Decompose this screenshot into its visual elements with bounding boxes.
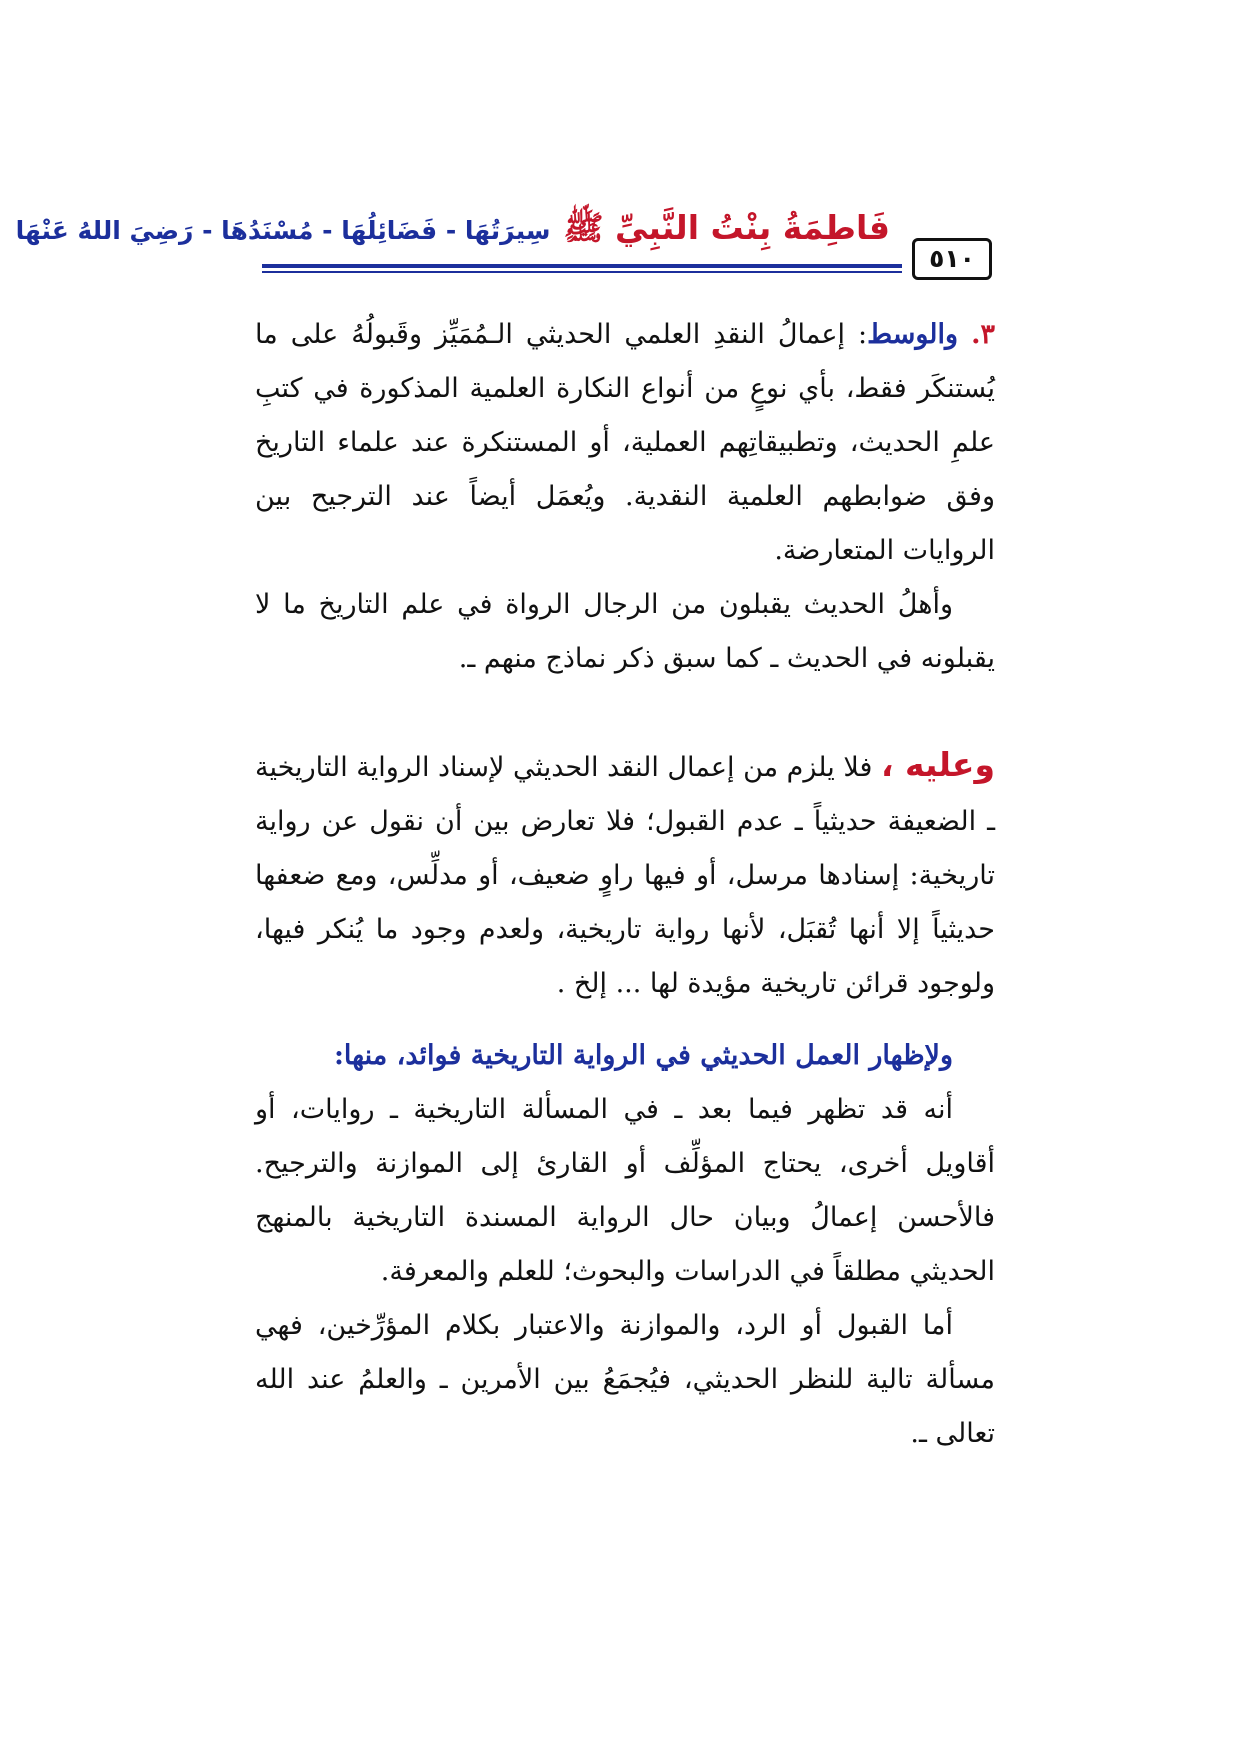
paragraph-hadith-scholars: وأهلُ الحديث يقبلون من الرجال الرواة في علم التاريخ ما لا يقبلونه في الحديث ـ كما سبق ذكر نماذج منهم ـ. [255,589,995,674]
book-title-subtitle: سِيرَتُهَا - فَضَائِلُهَا - مُسْنَدُهَا - رَضِيَ اللهُ عَنْهَا [15,216,551,245]
paragraph-conclusion [255,738,995,1011]
item-keyword: والوسط [867,319,959,350]
paragraph-text: : إعمالُ النقدِ العلمي الحديثي الـمُمَيِّز وقَبولُهُ على ما يُستنكَر فقط، بأي نوعٍ من أنواع النكارة العلمية المذكورة في كتبِ علمِ الحديث، وتطبيقاتِهم العملية، أو المستنكرة عند علماء التاريخ وفق ضوابطهم العلمية النقدية. ويُعمَل أيضاً عند الترجيح بين الروايات المتعارضة. [255,319,995,566]
page-number: ٥١٠ [912,238,992,280]
book-title-main: فَاطِمَةُ بِنْتُ النَّبِيِّ ﷺ [563,208,890,247]
spacer [255,1011,995,1029]
paragraph-benefits: أنه قد تظهر فيما بعد ـ في المسألة التاريخية ـ روايات، أو أقاويل أخرى، يحتاج المؤلِّف أو القارئ إلى الموازنة والترجيح. فالأحسن إعمالُ وبيان حال الرواية المسندة التاريخية بالمنهج الحديثي مطلقاً في الدراسات والبحوث؛ للعلم والمعرفة. [255,1094,995,1287]
paragraph-middle-approach [255,308,995,578]
paragraph-keyword: وعليه ، [880,745,995,784]
paragraph-text: فلا يلزم من إعمال النقد الحديثي لإسناد الرواية التاريخية ـ الضعيفة حديثياً ـ عدم القبول؛ فلا تعارض بين أن نقول عن رواية تاريخية: إسنادها مرسل، أو فيها راوٍ ضعيف، أو مدلِّس، ومع ضعفها حديثياً إلا أنها تُقبَل، لأنها رواية تاريخية، ولعدم وجود ما يُنكر فيها، ولوجود قرائن تاريخية مؤيدة لها ... إلخ . [255,752,995,999]
item-number: ٣. [971,319,995,350]
spacer [255,686,995,738]
book-title [15,208,890,262]
paragraph-acceptance: أما القبول أو الرد، والموازنة والاعتبار بكلام المؤرِّخين، فهي مسألة تالية للنظر الحديثي، فيُجمَعُ بين الأمرين ـ والعلمُ عند الله تعالى ـ. [255,1310,995,1449]
page-body [255,308,995,1461]
section-subheading: ولإظهار العمل الحديثي في الرواية التاريخية فوائد، منها: [333,1040,953,1071]
page-header [0,200,1240,280]
header-rule-thick [262,264,902,268]
header-rule-thin [262,271,902,273]
